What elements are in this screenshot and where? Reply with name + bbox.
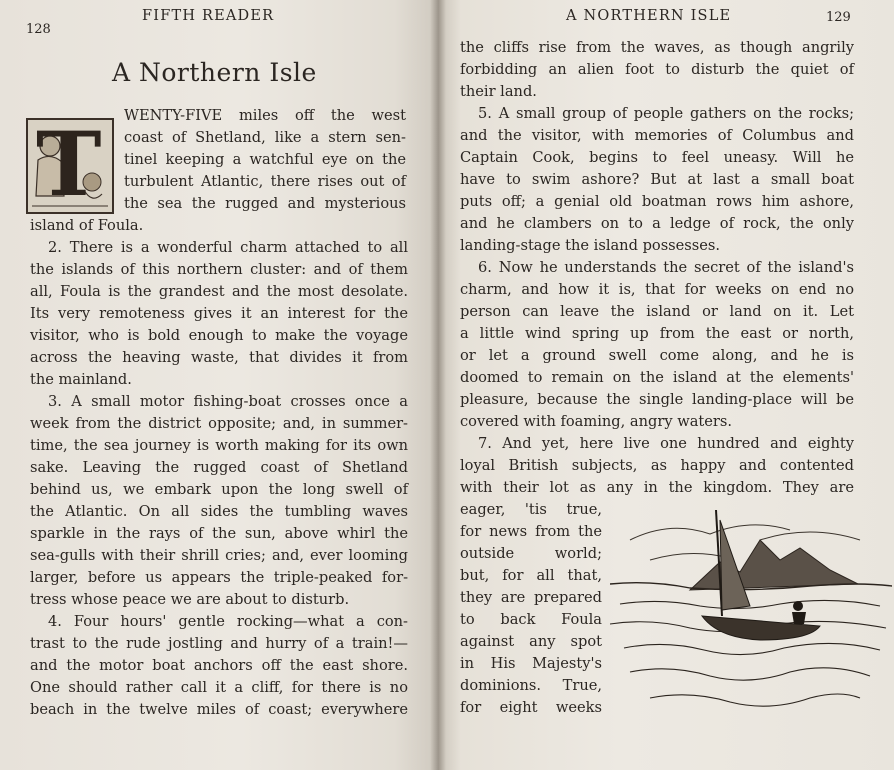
- chapter-title: A Northern Isle: [112, 58, 317, 87]
- text-line: have to swim ashore? But at last a small boat: [460, 171, 854, 188]
- text-line: loyal British subjects, as happy and contented: [460, 457, 854, 474]
- text-line: the mainland.: [30, 371, 132, 388]
- text-line: for news from the: [460, 523, 602, 540]
- book-gutter: [430, 0, 446, 770]
- running-head-right: A NORTHERN ISLE: [566, 8, 732, 24]
- text-line: beach in the twelve miles of coast; everywhere: [30, 701, 408, 718]
- text-line: landing-stage the island possesses.: [460, 237, 721, 254]
- boat-island-illustration: [610, 500, 892, 740]
- text-line: charm, and how it is, that for weeks on end no: [460, 281, 854, 298]
- drop-cap-illustration: [26, 112, 114, 216]
- text-line: Its very remoteness gives it an interest for the: [30, 305, 408, 322]
- text-line: 3. A small motor fishing-boat crosses once a: [48, 393, 408, 410]
- text-line: covered with foaming, angry waters.: [460, 413, 733, 430]
- text-line: with their lot as any in the kingdom. They are: [460, 479, 854, 496]
- text-line: Captain Cook, begins to feel uneasy. Will he: [460, 149, 854, 166]
- text-line: they are prepared: [460, 589, 602, 606]
- text-line: pleasure, because the single landing-place will be: [460, 391, 854, 408]
- text-line: trast to the rude jostling and hurry of a train!—: [30, 635, 408, 652]
- text-line: and the motor boat anchors off the east shore.: [30, 657, 408, 674]
- text-line: sparkle in the rays of the sun, above whirl the: [30, 525, 408, 542]
- text-line: 6. Now he understands the secret of the island's: [478, 259, 854, 276]
- text-line: turbulent Atlantic, there rises out of: [124, 173, 406, 190]
- text-line: across the heaving waste, that divides it from: [30, 349, 408, 366]
- left-body: [30, 215, 408, 721]
- text-line: all, Foula is the grandest and the most desolate.: [30, 283, 408, 300]
- text-line: a little wind spring up from the east or north,: [460, 325, 854, 342]
- text-line: forbidding an alien foot to disturb the quiet of: [460, 61, 854, 78]
- text-line: behind us, we embark upon the long swell of: [30, 481, 408, 498]
- text-line: coast of Shetland, like a stern sen-: [124, 129, 406, 146]
- text-line: the sea the rugged and mysterious: [124, 195, 406, 212]
- right-narrow-column: [460, 499, 602, 719]
- text-line: dominions. True,: [460, 677, 602, 694]
- left-page: [0, 0, 438, 770]
- text-line: outside world;: [460, 545, 602, 562]
- text-line: island of Foula.: [30, 217, 144, 234]
- text-line: and the visitor, with memories of Columbus and: [460, 127, 854, 144]
- text-line: tress whose peace we are about to disturb.: [30, 591, 350, 608]
- text-line: larger, before us appears the triple-peaked for-: [30, 569, 408, 586]
- text-line: person can leave the island or land on it. Let: [460, 303, 854, 320]
- text-line: sea-gulls with their shrill cries; and, ever looming: [30, 547, 408, 564]
- text-line: or let a ground swell come along, and he is: [460, 347, 854, 364]
- text-line: the islands of this northern cluster: and of them: [30, 261, 408, 278]
- text-line: doomed to remain on the island at the elements': [460, 369, 854, 386]
- page-number-left: 128: [26, 22, 51, 37]
- right-body: [460, 37, 854, 499]
- text-line: One should rather call it a cliff, for there is no: [30, 679, 408, 696]
- text-line: for eight weeks: [460, 699, 602, 716]
- text-line: 5. A small group of people gathers on the rocks;: [478, 105, 854, 122]
- text-line: the cliffs rise from the waves, as though angrily: [460, 39, 854, 56]
- text-line: to back Foula: [460, 611, 602, 628]
- text-line: sake. Leaving the rugged coast of Shetland: [30, 459, 408, 476]
- text-line: visitor, who is bold enough to make the voyage: [30, 327, 408, 344]
- text-line: 4. Four hours' gentle rocking—what a con-: [48, 613, 408, 630]
- text-line: their land.: [460, 83, 537, 100]
- text-line: the Atlantic. On all sides the tumbling waves: [30, 503, 408, 520]
- text-line: tinel keeping a watchful eye on the: [124, 151, 406, 168]
- running-head-left: FIFTH READER: [142, 8, 275, 24]
- drop-cap-letter: T: [36, 112, 102, 216]
- text-line: in His Majesty's: [460, 655, 602, 672]
- text-line: WENTY-FIVE miles off the west: [124, 107, 406, 124]
- text-line: week from the district opposite; and, in summer-: [30, 415, 408, 432]
- text-line: 7. And yet, here live one hundred and eighty: [478, 435, 854, 452]
- text-line: eager, 'tis true,: [460, 501, 602, 518]
- page-number-right: 129: [826, 10, 851, 25]
- text-line: but, for all that,: [460, 567, 602, 584]
- text-line: 2. There is a wonderful charm attached to all: [48, 239, 408, 256]
- text-line: and he clambers on to a ledge of rock, the only: [460, 215, 854, 232]
- text-line: time, the sea journey is worth making for its own: [30, 437, 408, 454]
- paragraph-1-top: [124, 105, 406, 215]
- text-line: against any spot: [460, 633, 602, 650]
- text-line: puts off; a genial old boatman rows him ashore,: [460, 193, 854, 210]
